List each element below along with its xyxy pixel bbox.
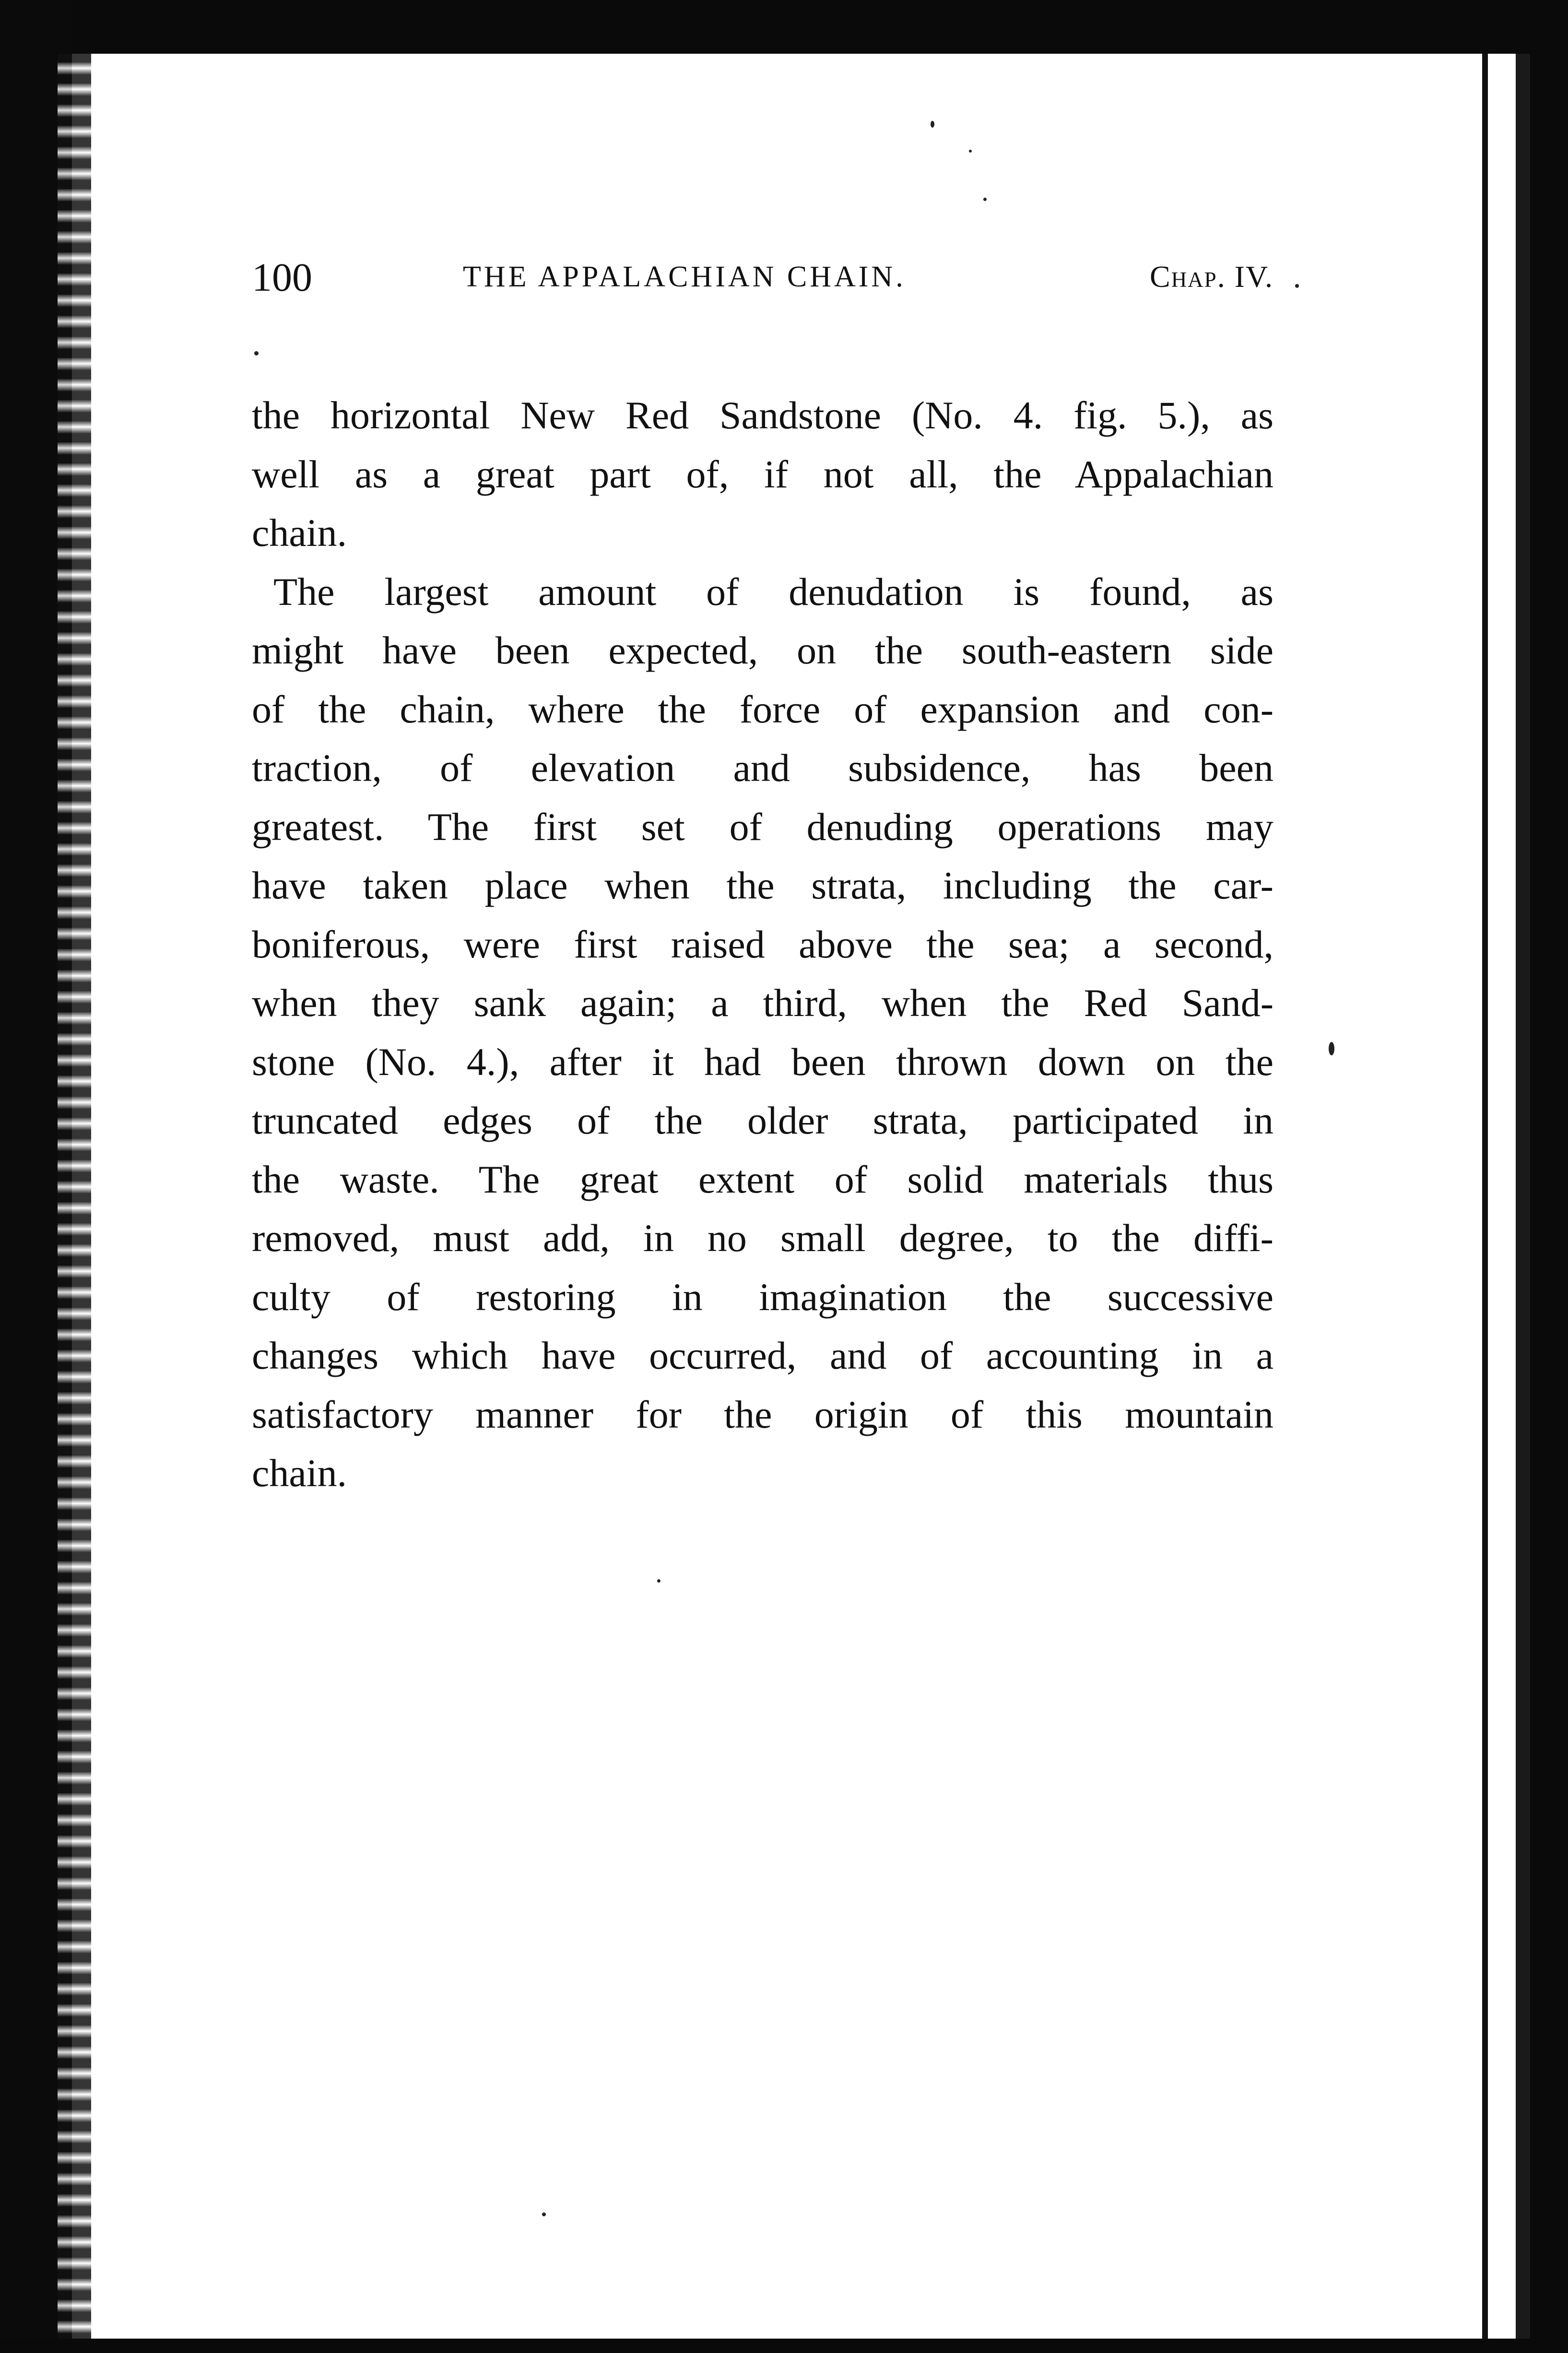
- body-text: [252, 386, 1273, 1503]
- page-number: 100: [252, 255, 312, 300]
- scan-border-left-edge: [58, 54, 91, 2353]
- ink-speck: [969, 150, 972, 153]
- chapter-label: Chap. IV.: [1150, 260, 1273, 294]
- text-line: the horizontal New Red Sandstone (No. 4. fig. 5.), as: [252, 393, 1273, 437]
- ink-speck: [542, 2212, 546, 2216]
- text-line: have taken place when the strata, including the car-: [252, 863, 1273, 907]
- scan-border-bottom: [0, 2339, 1568, 2353]
- ink-speck: [254, 351, 259, 355]
- text-line: removed, must add, in no small degree, to the diffi-: [252, 1216, 1273, 1260]
- text-line: chain.: [252, 511, 347, 555]
- scan-border-right-edge: [1463, 54, 1530, 2353]
- paragraph: [252, 563, 1273, 1503]
- text-line: when they sank again; a third, when the Red Sand-: [252, 981, 1273, 1025]
- running-head: [252, 254, 1273, 326]
- text-line: traction, of elevation and subsidence, has been: [252, 746, 1273, 790]
- ink-speck: [1295, 284, 1299, 288]
- ink-speck: [931, 121, 934, 128]
- text-line: The largest amount of denudation is found, as: [273, 569, 1273, 614]
- text-line: greatest. The first set of denuding operations may: [252, 804, 1273, 849]
- ink-speck: [983, 198, 987, 201]
- text-line: culty of restoring in imagination the successive: [252, 1275, 1273, 1319]
- text-line: the waste. The great extent of solid materials thus: [252, 1157, 1273, 1201]
- text-line: changes which have occurred, and of accounting in a: [252, 1334, 1273, 1377]
- text-line: chain.: [252, 1451, 347, 1495]
- text-line: of the chain, where the force of expansion and con-: [252, 687, 1273, 731]
- text-line: might have been expected, on the south-eastern side: [252, 628, 1273, 672]
- text-line: boniferous, were first raised above the sea; a second,: [252, 922, 1273, 966]
- scan-border-top: [0, 0, 1568, 54]
- text-line: well as a great part of, if not all, the Appalachian: [252, 452, 1273, 496]
- ink-speck: [657, 1579, 660, 1583]
- text-line: satisfactory manner for the origin of this mountain: [252, 1392, 1273, 1436]
- text-line: truncated edges of the older strata, participated in: [252, 1099, 1273, 1142]
- text-line: stone (No. 4.), after it had been thrown down on the: [252, 1040, 1273, 1084]
- running-title: THE APPALACHIAN CHAIN.: [463, 260, 906, 293]
- paragraph: [252, 386, 1273, 563]
- ink-speck: [1329, 1042, 1334, 1055]
- scan-border-right: [1530, 0, 1568, 2353]
